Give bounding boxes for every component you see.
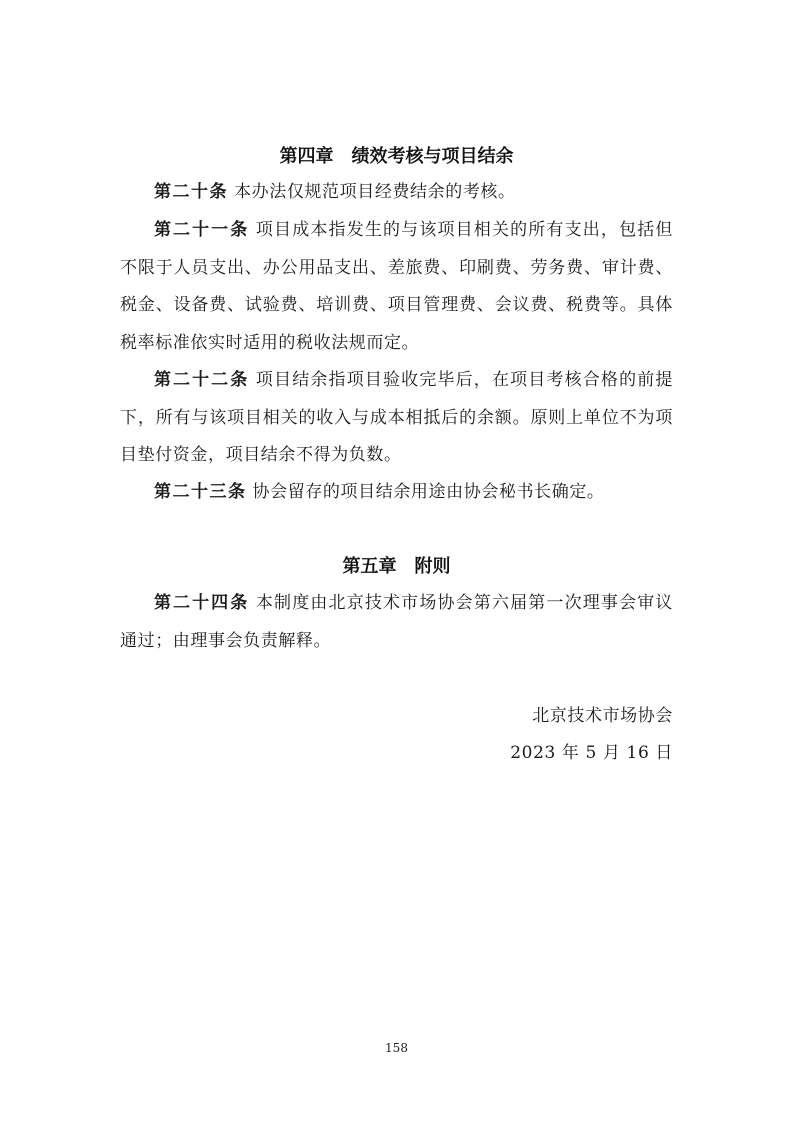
article-22-label: 第二十二条 bbox=[154, 370, 250, 390]
article-24-text: 本制度由北京技术市场协会第六届第一次理事会审议通过；由理事会负责解释。 bbox=[120, 593, 674, 651]
article-20-text: 本办法仅规范项目经费结余的考核。 bbox=[234, 182, 516, 202]
article-21 bbox=[120, 212, 673, 362]
article-23-label: 第二十三条 bbox=[154, 482, 247, 502]
article-20 bbox=[120, 174, 673, 212]
article-23-text: 协会留存的项目结余用途由协会秘书长确定。 bbox=[252, 482, 605, 502]
article-20-label: 第二十条 bbox=[154, 182, 228, 202]
article-22-text: 项目结余指项目验收完毕后，在项目考核合格的前提下，所有与该项目相关的收入与成本相抵后的余额。原则上单位不为项目垫付资金，项目结余不得为负数。 bbox=[120, 370, 674, 465]
chapter-5-title: 第五章 附则 bbox=[342, 556, 451, 577]
article-21-text: 项目成本指发生的与该项目相关的所有支出，包括但不限于人员支出、办公用品支出、差旅费、印刷费、劳务费、审计费、税金、设备费、试验费、培训费、项目管理费、会议费、税费等。具体税率标准依实时适用的税收法规而定。 bbox=[120, 220, 674, 353]
article-22 bbox=[120, 362, 673, 475]
signature-date: 2023 年 5 月 16 日 bbox=[510, 743, 673, 763]
article-23 bbox=[120, 474, 673, 512]
chapter-4-title: 第四章 绩效考核与项目结余 bbox=[279, 146, 514, 167]
signature-organization: 北京技术市场协会 bbox=[532, 706, 673, 726]
page-number: 158 bbox=[385, 1041, 408, 1055]
article-24-label: 第二十四条 bbox=[154, 593, 250, 613]
article-24 bbox=[120, 585, 673, 660]
article-21-label: 第二十一条 bbox=[154, 220, 250, 240]
